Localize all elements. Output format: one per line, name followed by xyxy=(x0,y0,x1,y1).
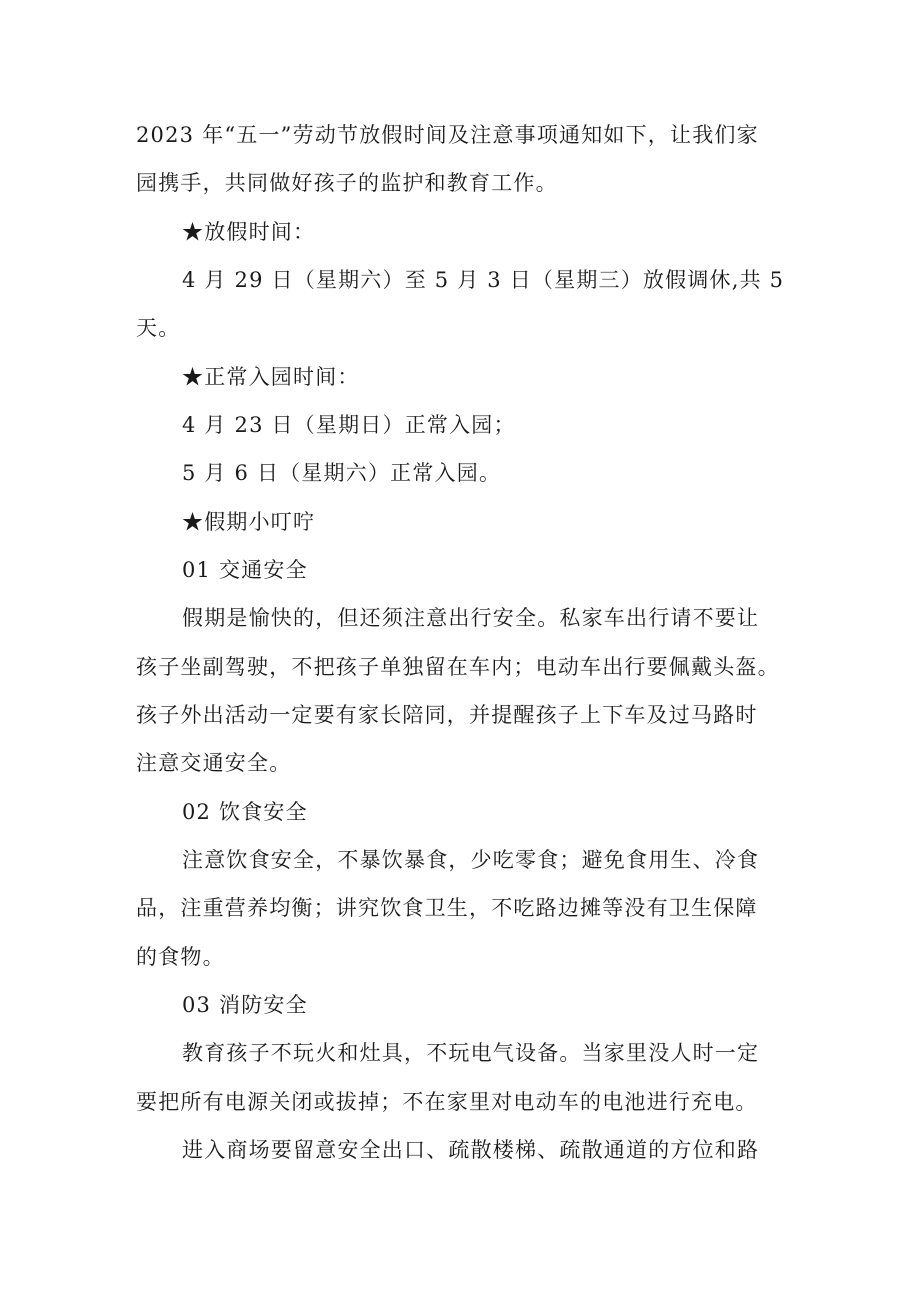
heading-fire-safety: 03 消防安全 xyxy=(182,993,308,1017)
heading-traffic-safety: 01 交通安全 xyxy=(182,558,308,582)
traffic-line-1: 假期是愉快的，但还须注意出行安全。私家车出行请不要让 xyxy=(182,606,760,630)
holiday-time-line-2: 天。 xyxy=(136,316,181,340)
fire-line-3: 进入商场要留意安全出口、疏散楼梯、疏散通道的方位和路 xyxy=(182,1138,760,1162)
food-line-1: 注意饮食安全，不暴饮暴食，少吃零食；避免食用生、冷食 xyxy=(182,848,760,872)
school-time-line-1: 4 月 23 日（星期日）正常入园； xyxy=(182,413,516,437)
heading-school-time: ★正常入园时间： xyxy=(182,365,360,389)
heading-reminders: ★假期小叮咛 xyxy=(182,510,316,534)
traffic-line-4: 注意交通安全。 xyxy=(136,751,292,775)
heading-food-safety: 02 饮食安全 xyxy=(182,800,308,824)
traffic-line-3: 孩子外出活动一定要有家长陪同，并提醒孩子上下车及过马路时 xyxy=(136,703,758,727)
school-time-line-2: 5 月 6 日（星期六）正常入园。 xyxy=(182,461,502,485)
heading-holiday-time: ★放假时间： xyxy=(182,220,316,244)
fire-line-1: 教育孩子不玩火和灶具，不玩电气设备。当家里没人时一定 xyxy=(182,1041,760,1065)
holiday-time-line-1: 4 月 29 日（星期六）至 5 月 3 日（星期三）放假调休,共 5 xyxy=(182,268,785,292)
intro-line-2: 园携手，共同做好孩子的监护和教育工作。 xyxy=(136,171,558,195)
traffic-line-2: 孩子坐副驾驶，不把孩子单独留在车内；电动车出行要佩戴头盔。 xyxy=(136,655,780,679)
fire-line-2: 要把所有电源关闭或拔掉；不在家里对电动车的电池进行充电。 xyxy=(136,1090,758,1114)
food-line-3: 的食物。 xyxy=(136,945,225,969)
intro-line-1: 2023 年“五一”劳动节放假时间及注意事项通知如下，让我们家 xyxy=(136,123,759,147)
food-line-2: 品，注重营养均衡；讲究饮食卫生，不吃路边摊等没有卫生保障 xyxy=(136,896,758,920)
